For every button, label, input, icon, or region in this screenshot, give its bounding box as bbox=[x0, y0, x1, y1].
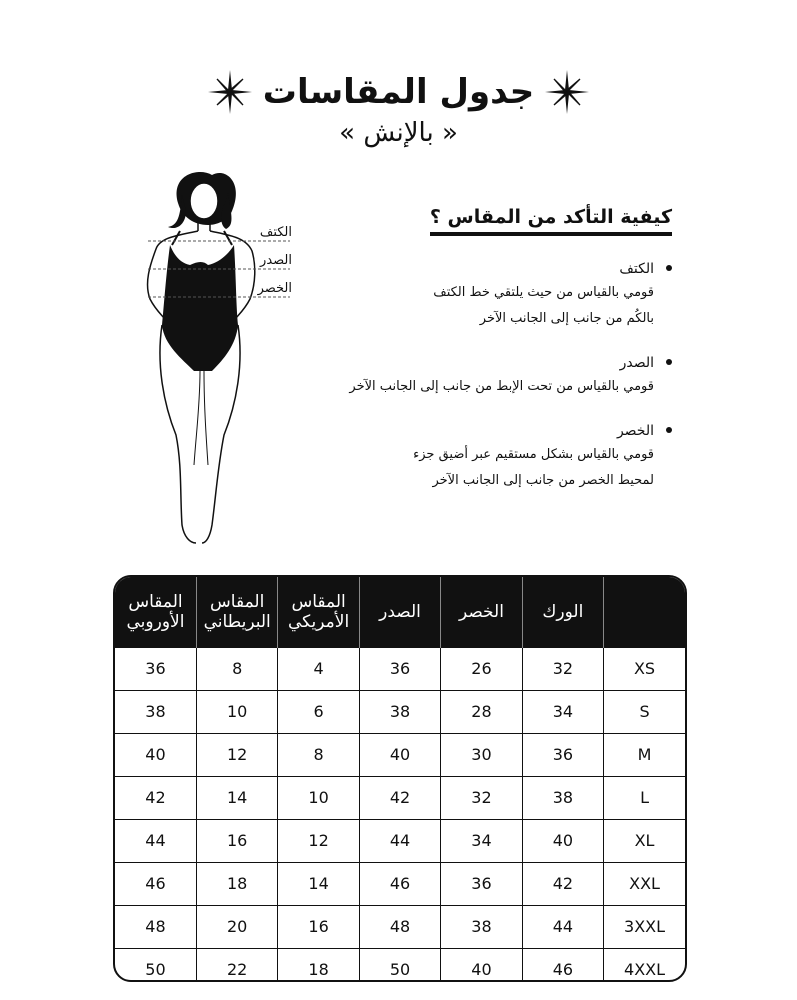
table-cell: XXL bbox=[604, 862, 685, 905]
page-title: جدول المقاسات bbox=[262, 72, 535, 112]
header-chest: الصدر bbox=[359, 577, 440, 647]
table-row bbox=[115, 862, 685, 905]
table-cell: 34 bbox=[441, 819, 522, 862]
table-cell: 12 bbox=[196, 733, 277, 776]
table-cell: 36 bbox=[441, 862, 522, 905]
table-cell: 18 bbox=[278, 948, 359, 982]
table-cell: 38 bbox=[359, 690, 440, 733]
table-cell: 8 bbox=[278, 733, 359, 776]
table-cell: 16 bbox=[278, 905, 359, 948]
table-cell: 36 bbox=[359, 647, 440, 690]
guide-item-line: بالكُم من جانب إلى الجانب الآخر bbox=[479, 311, 654, 326]
table-cell: 6 bbox=[278, 690, 359, 733]
table-cell: S bbox=[604, 690, 685, 733]
guide-item-line: قومي بالقياس من تحت الإبط من جانب إلى الجانب الآخر bbox=[349, 379, 654, 394]
guide-list bbox=[252, 258, 672, 494]
table-body bbox=[115, 647, 685, 982]
sparkle-icon bbox=[544, 69, 590, 115]
table-row bbox=[115, 948, 685, 982]
table-cell: 4XXL bbox=[604, 948, 685, 982]
table-row bbox=[115, 647, 685, 690]
table-cell: 22 bbox=[196, 948, 277, 982]
guide-item-name: الكتف bbox=[619, 261, 654, 277]
table-cell: 40 bbox=[441, 948, 522, 982]
header-size bbox=[604, 577, 685, 647]
table-cell: 26 bbox=[441, 647, 522, 690]
page-subtitle: « بالإنش » bbox=[339, 118, 458, 148]
table-cell: 38 bbox=[115, 690, 196, 733]
title-row bbox=[0, 62, 797, 122]
table-cell: 46 bbox=[359, 862, 440, 905]
table-cell: 50 bbox=[115, 948, 196, 982]
size-table-grid bbox=[115, 577, 685, 982]
table-cell: 3XXL bbox=[604, 905, 685, 948]
table-cell: 42 bbox=[115, 776, 196, 819]
table-cell: 48 bbox=[115, 905, 196, 948]
table-cell: 4 bbox=[278, 647, 359, 690]
guide-item-chest bbox=[252, 352, 672, 400]
table-cell: 18 bbox=[196, 862, 277, 905]
table-cell: 14 bbox=[278, 862, 359, 905]
table-row bbox=[115, 776, 685, 819]
guide-item-line: قومي بالقياس بشكل مستقيم عبر أضيق جزء bbox=[413, 447, 654, 462]
table-cell: 10 bbox=[196, 690, 277, 733]
table-cell: 32 bbox=[441, 776, 522, 819]
table-cell: 40 bbox=[522, 819, 603, 862]
table-cell: 14 bbox=[196, 776, 277, 819]
guide-item-shoulder bbox=[252, 258, 672, 332]
table-cell: 44 bbox=[522, 905, 603, 948]
guide-item-name: الصدر bbox=[619, 355, 654, 371]
table-cell: 34 bbox=[522, 690, 603, 733]
guide-item-line: لمحيط الخصر من جانب إلى الجانب الآخر bbox=[432, 473, 654, 488]
header-uk-size: المقاس البريطاني bbox=[196, 577, 277, 647]
guide-title: كيفية التأكد من المقاس ؟ bbox=[430, 206, 672, 236]
figure-label-waist: الخصر bbox=[257, 281, 292, 296]
table-cell: 12 bbox=[278, 819, 359, 862]
table-header-row bbox=[115, 577, 685, 647]
table-cell: XL bbox=[604, 819, 685, 862]
table-cell: 46 bbox=[522, 948, 603, 982]
table-cell: 28 bbox=[441, 690, 522, 733]
table-cell: 50 bbox=[359, 948, 440, 982]
figure-label-chest: الصدر bbox=[260, 253, 292, 268]
guide-item-line: قومي بالقياس من حيث يلتقي خط الكتف bbox=[433, 285, 654, 300]
table-row bbox=[115, 819, 685, 862]
sparkle-icon bbox=[207, 69, 253, 115]
table-cell: 44 bbox=[359, 819, 440, 862]
table-cell: 30 bbox=[441, 733, 522, 776]
table-cell: 16 bbox=[196, 819, 277, 862]
figure-label-shoulder: الكتف bbox=[259, 225, 292, 240]
table-cell: 10 bbox=[278, 776, 359, 819]
table-row bbox=[115, 690, 685, 733]
table-cell: 38 bbox=[522, 776, 603, 819]
guide-item-waist bbox=[252, 420, 672, 494]
header-hip: الورك bbox=[522, 577, 603, 647]
header-waist: الخصر bbox=[441, 577, 522, 647]
table-cell: 38 bbox=[441, 905, 522, 948]
table-cell: 40 bbox=[359, 733, 440, 776]
table-cell: L bbox=[604, 776, 685, 819]
header-us-size: المقاس الأمريكي bbox=[278, 577, 359, 647]
table-cell: 40 bbox=[115, 733, 196, 776]
table-cell: M bbox=[604, 733, 685, 776]
measurement-guide bbox=[252, 206, 672, 514]
size-table bbox=[113, 575, 687, 982]
header-eu-size: المقاس الأوروبي bbox=[126, 591, 185, 632]
table-cell: 42 bbox=[522, 862, 603, 905]
table-row bbox=[115, 905, 685, 948]
table-cell: 44 bbox=[115, 819, 196, 862]
table-cell: 8 bbox=[196, 647, 277, 690]
table-row bbox=[115, 733, 685, 776]
guide-item-name: الخصر bbox=[616, 423, 654, 439]
table-cell: 48 bbox=[359, 905, 440, 948]
table-cell: XS bbox=[604, 647, 685, 690]
table-cell: 46 bbox=[115, 862, 196, 905]
table-cell: 32 bbox=[522, 647, 603, 690]
table-cell: 42 bbox=[359, 776, 440, 819]
table-cell: 20 bbox=[196, 905, 277, 948]
table-cell: 36 bbox=[522, 733, 603, 776]
table-cell: 36 bbox=[115, 647, 196, 690]
